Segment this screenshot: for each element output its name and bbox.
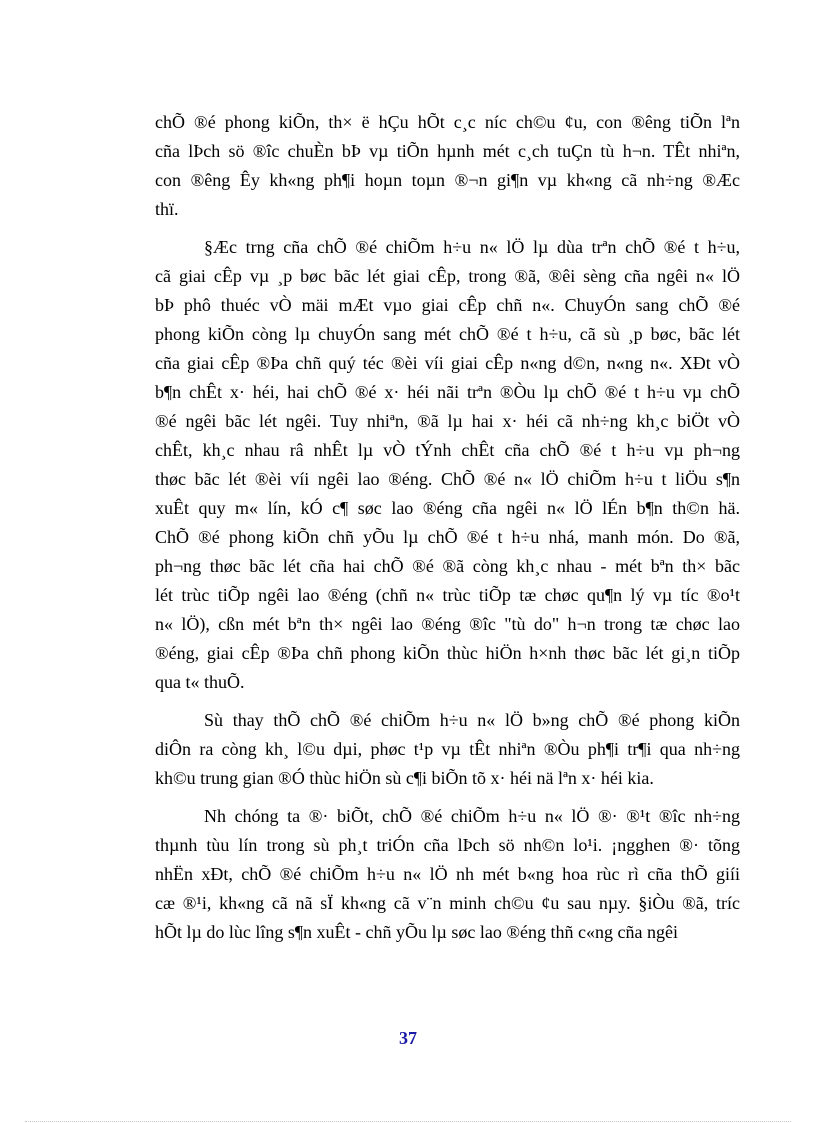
text-line: bÞ phô thuéc vÒ mäi mÆt vµo giai cÊp chñ n«. ChuyÓn sang chÕ ®é (155, 295, 740, 315)
text-line: cæ ®¹i, kh«ng cã nã sÏ kh«ng cã v¨n minh ch©u ¢u sau nµy. §iÒu ®ã, tríc (155, 893, 740, 913)
text-line: cña lÞch sö ®îc chuÈn bÞ vµ tiÕn hµnh mét c¸ch tuÇn tù h¬n. TÊt nhiªn, (155, 141, 740, 161)
paragraph (155, 108, 740, 224)
text-line: n« lÖ), cßn mét bªn th× ngêi lao ®éng ®îc "tù do" h¬n trong tæ chøc lao (155, 614, 740, 634)
text-line: §Æc trng cña chÕ ®é chiÕm h÷u n« lÖ lµ dùa trªn chÕ ®é t h÷u, (204, 237, 740, 257)
page-number: 37 (399, 1028, 417, 1048)
text-line: cña giai cÊp ®Þa chñ quý téc ®èi víi giai cÊp n«ng d©n, n«ng n«. XÐt vÒ (155, 353, 740, 373)
text-line: ®éng, giai cÊp ®Þa chñ phong kiÕn thùc hiÖn h×nh thøc bãc lét gi¸n tiÕp (155, 643, 740, 663)
text-line: chÊt, kh¸c nhau râ nhÊt lµ vÒ tÝnh chÊt cña chÕ ®é t h÷u vµ ph¬ng (155, 440, 740, 460)
paragraph (155, 233, 740, 697)
body-text (155, 108, 740, 947)
text-line: phong kiÕn còng lµ chuyÓn sang mét chÕ ®é t h÷u, cã sù ¸p bøc, bãc lét (155, 324, 740, 344)
text-line: ®é ngêi bãc lét ngêi. Tuy nhiªn, ®ã lµ hai x· héi cã nh÷ng kh¸c biÖt vÒ (155, 411, 740, 431)
text-line: diÔn ra còng kh¸ l©u dµi, phøc t¹p vµ tÊt nhiªn ®Òu ph¶i tr¶i qua nh÷ng (155, 739, 740, 759)
text-line: hÕt lµ do lùc lîng s¶n xuÊt - chñ yÕu lµ søc lao ®éng thñ c«ng cña ngêi (155, 922, 678, 942)
text-line: thµnh tùu lín trong sù ph¸t triÓn cña lÞch sö nh©n lo¹i. ¡ngghen ®· tõng (155, 835, 740, 855)
text-line: b¶n chÊt x· héi, hai chÕ ®é x· héi nãi trªn ®Òu lµ chÕ ®é t h÷u vµ chÕ (155, 382, 740, 402)
text-line: Nh chóng ta ®· biÕt, chÕ ®é chiÕm h÷u n« lÖ ®· ®¹t ®îc nh÷ng (204, 806, 740, 826)
text-line: kh©u trung gian ®Ó thùc hiÖn sù c¶i biÕn tõ x· héi nä lªn x· héi kia. (155, 768, 654, 788)
text-line: lét trùc tiÕp ngêi lao ®éng (chñ n« trùc tiÕp tæ chøc qu¶n lý vµ tíc ®o¹t (155, 585, 740, 605)
text-line: thøc bãc lét ®èi víi ngêi lao ®éng. ChÕ ®é n« lÖ chiÕm h÷u t liÖu s¶n (155, 469, 740, 489)
text-line: ChÕ ®é phong kiÕn chñ yÕu lµ chÕ ®é t h÷u nhá, manh món. Do ®ã, (155, 527, 740, 547)
text-line: Sù thay thÕ chÕ ®é chiÕm h÷u n« lÖ b»ng chÕ ®é phong kiÕn (204, 710, 740, 730)
paragraph (155, 802, 740, 947)
text-line: ph¬ng thøc bãc lét cña hai chÕ ®é ®ã còng kh¸c nhau - mét bªn th× bãc (155, 556, 740, 576)
text-line: thï. (155, 199, 179, 219)
text-line: xuÊt quy m« lín, kÓ c¶ søc lao ®éng cña ngêi n« lÖ lÉn b¶n th©n hä. (155, 498, 740, 518)
text-line: qua t« thuÕ. (155, 672, 245, 692)
text-line: chÕ ®é phong kiÕn, th× ë hÇu hÕt c¸c níc ch©u ¢u, con ®êng tiÕn lªn (155, 112, 740, 132)
footer-divider (25, 1121, 791, 1122)
text-line: nhËn xÐt, chÕ ®é chiÕm h÷u n« lÖ nh mét b«ng hoa rùc rì cña thÕ giíi (155, 864, 740, 884)
paragraph (155, 706, 740, 793)
text-line: cã giai cÊp vµ ¸p bøc bãc lét giai cÊp, trong ®ã, ®êi sèng cña ngêi n« lÖ (155, 266, 740, 286)
text-line: con ®êng Êy kh«ng ph¶i hoµn toµn ®¬n gi¶n vµ kh«ng cã nh÷ng ®Æc (155, 170, 740, 190)
